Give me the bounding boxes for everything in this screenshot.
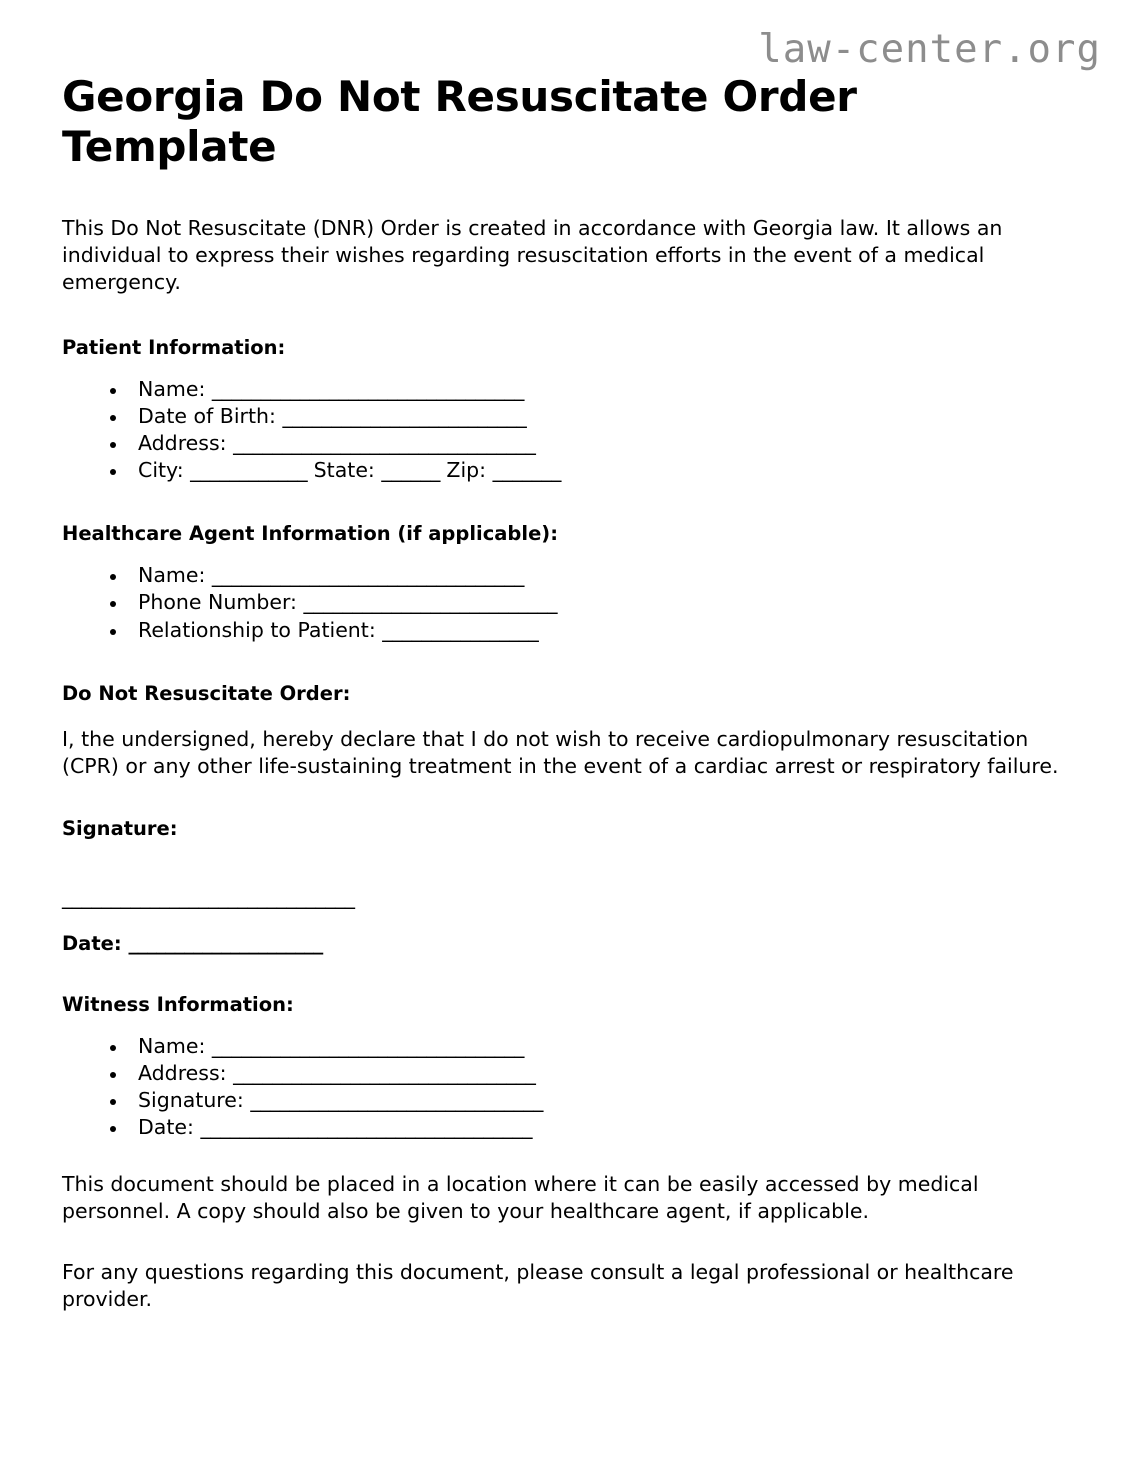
- field-patient-dob: [110, 403, 1071, 430]
- patient-information-heading: Patient Information:: [62, 335, 286, 359]
- storage-note-paragraph: This document should be placed in a location where it can be easily accessed by medical personnel. A copy should also be given to your healthcare agent, if applicable.: [62, 1172, 979, 1224]
- field-label: Phone Number:: [138, 590, 297, 615]
- field-label: Name:: [138, 1034, 206, 1059]
- field-witness-signature: [110, 1087, 1071, 1114]
- field-blank: ______________________________: [250, 1088, 543, 1113]
- field-label: Date of Birth:: [138, 403, 276, 428]
- field-blank: _________________________: [282, 403, 527, 428]
- field-label: Address:: [138, 1061, 227, 1086]
- field-agent-name: [110, 562, 1071, 589]
- page-title: Georgia Do Not Resuscitate Order Template: [62, 72, 857, 172]
- site-watermark: law-center.org: [758, 27, 1101, 72]
- signature-blank-line: ______________________________: [62, 884, 355, 909]
- field-agent-phone: [110, 589, 1071, 616]
- field-label: Signature:: [138, 1088, 244, 1113]
- field-witness-date: [110, 1114, 1071, 1141]
- field-label-zip: Zip:: [446, 458, 487, 483]
- field-blank: _______________________________: [233, 1061, 536, 1086]
- dnr-declaration-paragraph: I, the undersigned, hereby declare that I do not wish to receive cardiopulmonary resuscitation (CPR) or any other life-sustaining treatment in the event of a cardiac arrest or respiratory failure.: [62, 726, 1059, 779]
- field-blank: __________________________________: [200, 1115, 532, 1140]
- field-blank: ________________: [382, 617, 539, 642]
- field-blank: ________________________________: [211, 376, 524, 401]
- field-blank: _______________________________: [233, 430, 536, 455]
- signature-heading: Signature:: [62, 817, 178, 841]
- field-label-city: City:: [138, 458, 184, 483]
- field-blank: _____________________: [128, 932, 323, 956]
- field-blank: ________________________________: [211, 563, 524, 588]
- field-witness-name: [110, 1033, 1071, 1060]
- healthcare-agent-fields: [62, 562, 1071, 643]
- field-label: Name:: [138, 376, 206, 401]
- field-blank-zip: _______: [492, 458, 561, 483]
- field-patient-address: [110, 430, 1071, 457]
- field-blank-state: ______: [381, 458, 440, 483]
- field-label: Address:: [138, 430, 227, 455]
- field-patient-name: [110, 376, 1071, 403]
- field-label: Relationship to Patient:: [138, 617, 376, 642]
- field-label: Date:: [62, 932, 122, 956]
- field-blank: ________________________________: [211, 1034, 524, 1059]
- field-agent-relationship: [110, 617, 1071, 644]
- intro-paragraph: This Do Not Resuscitate (DNR) Order is created in accordance with Georgia law. It allows an individual to express their wishes regarding resuscitation efforts in the event of a medical emergency.: [62, 215, 1003, 295]
- field-witness-address: [110, 1060, 1071, 1087]
- dnr-order-heading: Do Not Resuscitate Order:: [62, 681, 351, 705]
- field-blank: __________________________: [303, 590, 557, 615]
- healthcare-agent-heading: Healthcare Agent Information (if applicable):: [62, 522, 559, 546]
- signature-date-field: [62, 932, 1071, 955]
- consult-note-paragraph: For any questions regarding this document, please consult a legal professional or healthcare provider.: [62, 1259, 1014, 1311]
- field-blank-city: ____________: [190, 458, 308, 483]
- witness-information-fields: [62, 1033, 1071, 1141]
- field-label: Name:: [138, 563, 206, 588]
- field-label: Date:: [138, 1115, 194, 1140]
- patient-information-fields: [62, 376, 1071, 484]
- field-patient-city-state-zip: [110, 457, 1071, 484]
- witness-information-heading: Witness Information:: [62, 992, 294, 1016]
- field-label-state: State:: [313, 458, 375, 483]
